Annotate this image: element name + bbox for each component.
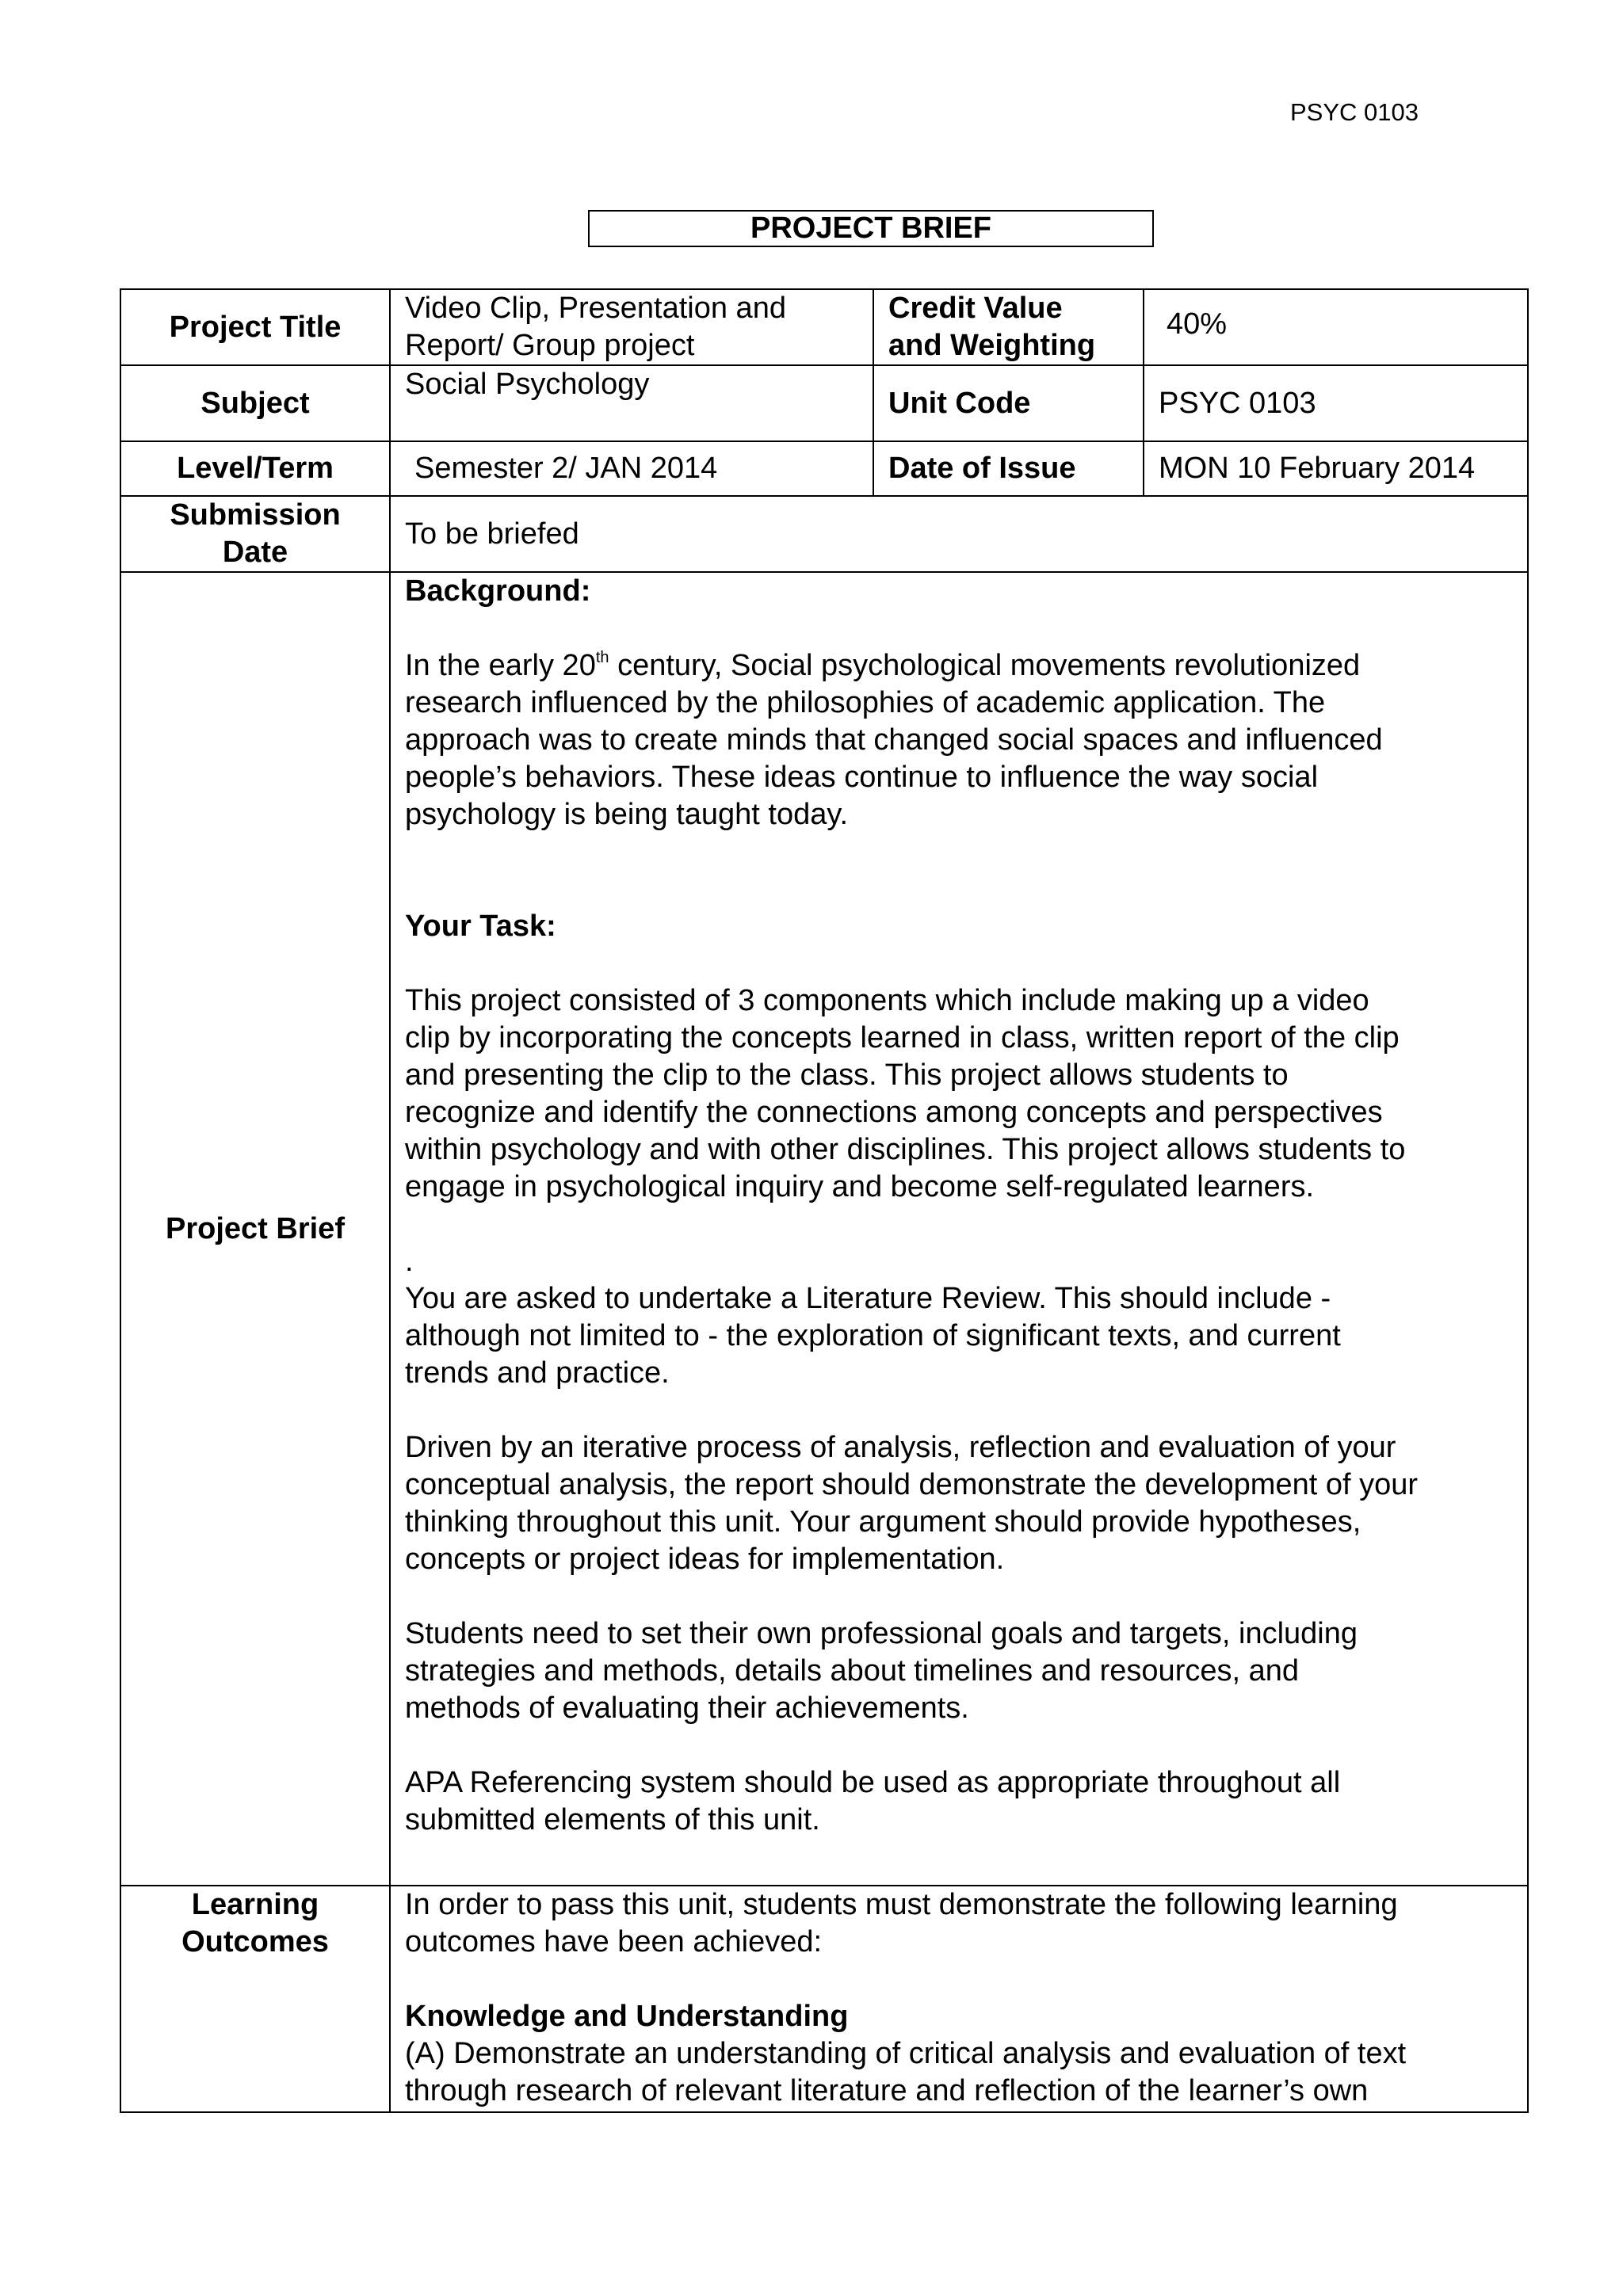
apa-line: submitted elements of this unit. <box>405 1803 820 1836</box>
project-brief-label: Project Brief <box>120 572 390 1886</box>
background-line: psychology is being taught today. <box>405 798 849 831</box>
knowledge-understanding-heading: Knowledge and Understanding <box>405 2000 849 2033</box>
project-brief-table <box>120 288 1529 2113</box>
goals-line: Students need to set their own professional goals and targets, including <box>405 1617 1358 1650</box>
goals-line: methods of evaluating their achievements. <box>405 1691 969 1725</box>
learning-outcomes-content <box>390 1886 1528 2112</box>
credit-label-line: and Weighting <box>888 329 1096 362</box>
level-term-value: Semester 2/ JAN 2014 <box>390 441 873 496</box>
outcome-a-line: (A) Demonstrate an understanding of critical analysis and evaluation of text <box>405 2037 1407 2070</box>
project-brief-content <box>390 572 1528 1886</box>
unit-code-label: Unit Code <box>873 365 1144 441</box>
outcomes-intro-line: outcomes have been achieved: <box>405 1925 823 1958</box>
background-text: century, Social psychological movements revolutionized <box>609 649 1361 682</box>
credit-value-label <box>873 289 1144 365</box>
date-of-issue-value: MON 10 February 2014 <box>1144 441 1528 496</box>
credit-value: 40% <box>1144 289 1528 365</box>
task-line: recognize and identify the connections among concepts and perspectives <box>405 1096 1383 1129</box>
outcome-a-line: through research of relevant literature and reflection of the learner’s own <box>405 2074 1369 2107</box>
literature-line: You are asked to undertake a Literature Review. This should include - <box>405 1282 1331 1315</box>
analysis-line: concepts or project ideas for implementation. <box>405 1543 1005 1576</box>
analysis-line: conceptual analysis, the report should demonstrate the development of your <box>405 1468 1418 1501</box>
row-project-title <box>120 289 1528 365</box>
project-title-label: Project Title <box>120 289 390 365</box>
date-of-issue-label: Date of Issue <box>873 441 1144 496</box>
project-title-line: Video Clip, Presentation and <box>405 292 786 325</box>
learning-outcomes-label <box>120 1886 390 2112</box>
background-line: research influenced by the philosophies of academic application. The <box>405 686 1326 719</box>
submission-label-line: Submission <box>170 498 341 532</box>
literature-line: although not limited to - the exploration of significant texts, and current <box>405 1319 1341 1352</box>
background-line: approach was to create minds that changed social spaces and influenced <box>405 723 1383 757</box>
subject-label: Subject <box>120 365 390 441</box>
learning-label-line: Outcomes <box>181 1925 329 1958</box>
task-line: engage in psychological inquiry and become self-regulated learners. <box>405 1170 1315 1203</box>
row-subject <box>120 365 1528 441</box>
background-line: people’s behaviors. These ideas continue to influence the way social <box>405 761 1319 794</box>
unit-code-value: PSYC 0103 <box>1144 365 1528 441</box>
row-project-brief <box>120 572 1528 1886</box>
submission-date-value: To be briefed <box>390 496 1528 572</box>
analysis-line: thinking throughout this unit. Your argument should provide hypotheses, <box>405 1505 1361 1539</box>
row-learning-outcomes <box>120 1886 1528 2112</box>
page-header-code: PSYC 0103 <box>1290 98 1419 126</box>
goals-line: strategies and methods, details about timelines and resources, and <box>405 1654 1299 1688</box>
outcomes-intro-line: In order to pass this unit, students must demonstrate the following learning <box>405 1888 1398 1921</box>
level-term-label: Level/Term <box>120 441 390 496</box>
background-heading: Background: <box>405 574 591 608</box>
document-title: PROJECT BRIEF <box>588 210 1154 247</box>
credit-label-line: Credit Value <box>888 292 1063 325</box>
project-title-value <box>390 289 873 365</box>
submission-date-label <box>120 496 390 572</box>
task-line: and presenting the clip to the class. This project allows students to <box>405 1058 1289 1092</box>
apa-line: APA Referencing system should be used as appropriate throughout all <box>405 1766 1341 1799</box>
your-task-heading: Your Task: <box>405 910 556 943</box>
analysis-line: Driven by an iterative process of analysis, reflection and evaluation of your <box>405 1431 1396 1464</box>
project-title-line: Report/ Group project <box>405 329 695 362</box>
task-line: clip by incorporating the concepts learned in class, written report of the clip <box>405 1021 1400 1055</box>
subject-value: Social Psychology <box>390 365 873 441</box>
submission-label-line: Date <box>222 536 288 569</box>
task-line: within psychology and with other disciplines. This project allows students to <box>405 1133 1406 1166</box>
superscript-th: th <box>595 649 609 666</box>
stray-dot: . <box>405 1245 414 1278</box>
learning-label-line: Learning <box>191 1888 319 1921</box>
literature-line: trends and practice. <box>405 1356 670 1390</box>
task-line: This project consisted of 3 components which include making up a video <box>405 984 1369 1017</box>
row-level-term <box>120 441 1528 496</box>
row-submission-date <box>120 496 1528 572</box>
background-text: In the early 20 <box>405 649 596 682</box>
background-paragraph <box>405 647 1513 685</box>
